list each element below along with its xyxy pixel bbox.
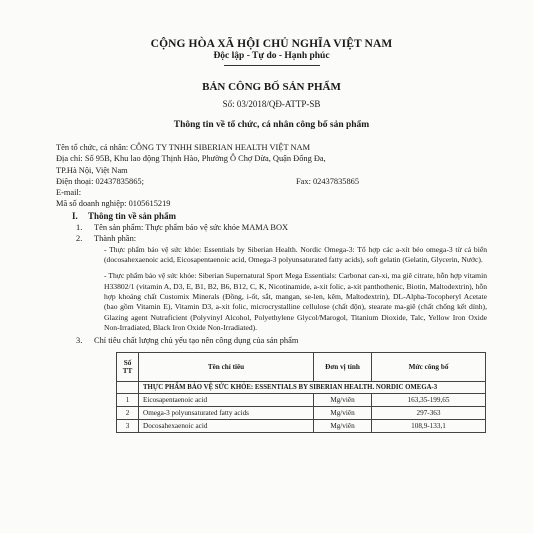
cell-name: Omega-3 polyunsaturated fatty acids [139,406,314,419]
cell-value: 297-363 [372,406,486,419]
table-row [117,419,486,432]
cell-unit: Mg/viên [314,393,372,406]
quality-criteria-label: Chỉ tiêu chất lượng chủ yếu tạo nên công dụng của sản phẩm [94,336,299,346]
cell-name: Docosahexaenoic acid [139,419,314,432]
item-number: 1. [76,222,83,232]
ingredients-text [104,245,487,333]
motto: Độc lập - Tự do - Hạnh phúc [213,51,330,61]
national-header [56,38,487,66]
cell-value: 163,35-199,65 [372,393,486,406]
ingredients-item [76,233,487,245]
org-fax: Fax: 02437835865 [296,176,360,186]
product-name-item [76,222,487,234]
organization-info [56,142,487,210]
cell-unit: Mg/viên [314,406,372,419]
info-heading: Thông tin về tổ chức, cá nhân công bố sản phẩm [173,120,370,130]
cell-unit: Mg/viên [314,419,372,432]
cell-name: Eicosapentaenoic acid [139,393,314,406]
cell-stt: 2 [117,406,139,419]
org-address-line1: Địa chỉ: Số 95B, Khu lao động Thịnh Hào, Phường Ô Chợ Dừa, Quận Đống Đa, [56,154,326,164]
cell-stt: 3 [117,419,139,432]
header-underline [224,65,320,66]
org-phone: Điện thoại: 02437835865; [56,176,144,186]
ingredients-label: Thành phần: [94,234,137,244]
quality-criteria-item [76,335,487,347]
ingredients-paragraph-2: - Thực phẩm bảo vệ sức khỏe: Siberian Supernatural Sport Mega Essentials: Carbonat can-xi, ma giê citrate, hỗn hợp vitamin H33802/1 (vitamin A, D3, E, B1, B2, B6, B12, C, K, Nicotinamide, a-xit folic, a-xit panthothenic, Biotin, Maltodextrin), hỗn hợp khoáng chất Customix Minerals (Đồng, i-ốt, sắt, mangan, se-len, kẽm, Maltodextrin), DL-Alpha-Tocopheryl Acetate (bao gồm Vitamin E), Vitamin D3, a-xit folic, microcrystalline cellulose (chất độn), stearate ma-giê (chất chống kết dính), Glazing agent Nutraficient (Polyvinyl Alcohol, Polyethylene Glycol/Marogol, Titanium Dioxide, Talc, Yellow Iron Oxide Non-Irradiated, Black Iron Oxide Non-Irradiated). [104,271,487,332]
item-number: 2. [76,234,83,244]
document-number: Số: 03/2018/QĐ-ATTP-SB [222,99,321,109]
org-contact-row [56,176,487,187]
table-row [117,406,486,419]
cell-value: 108,9-133,1 [372,419,486,432]
org-address-line2: TP.Hà Nội, Việt Nam [56,165,128,175]
section-product-info [72,210,487,222]
org-email: E-mail: [56,188,82,198]
section-number: I. [72,210,78,221]
table-cell [117,381,139,393]
header-name: Tên chỉ tiêu [139,352,314,381]
document-title: BẢN CÔNG BỐ SẢN PHẨM [202,81,341,93]
product-name: Tên sản phẩm: Thực phẩm bảo vệ sức khỏe MAMA BOX [94,222,289,232]
cell-stt: 1 [117,393,139,406]
table-row [117,393,486,406]
org-name: Tên tổ chức, cá nhân: CÔNG TY TNHH SIBERIAN HEALTH VIỆT NAM [56,143,311,152]
quality-table [116,352,486,433]
item-number: 3. [76,336,83,346]
header-stt: Số TT [117,352,139,381]
table-header-row [117,352,486,381]
nation-title: CỘNG HÒA XÃ HỘI CHỦ NGHĨA VIỆT NAM [150,38,393,50]
org-tax-code: Mã số doanh nghiệp: 0105615219 [56,199,171,209]
group-title: THỰC PHẨM BẢO VỆ SỨC KHỎE: ESSENTIALS BY SIBERIAN HEALTH. NORDIC OMEGA-3 [139,381,486,393]
header-unit: Đơn vị tính [314,352,372,381]
table-group-row [117,381,486,393]
ingredients-paragraph-1: - Thực phẩm bảo vệ sức khỏe: Essentials by Siberian Health. Nordic Omega-3: Tổ hợp các a-xít béo omega-3 từ cá biển (docosahexaenoic acid, Eicosapentaenoic acid, Omega-3 polyunsaturated fatty acids), soft gelatin (Gelatin, Glycerin, Nước). [104,244,487,265]
section-title: Thông tin về sản phẩm [88,210,177,221]
header-value: Mức công bố [372,352,486,381]
